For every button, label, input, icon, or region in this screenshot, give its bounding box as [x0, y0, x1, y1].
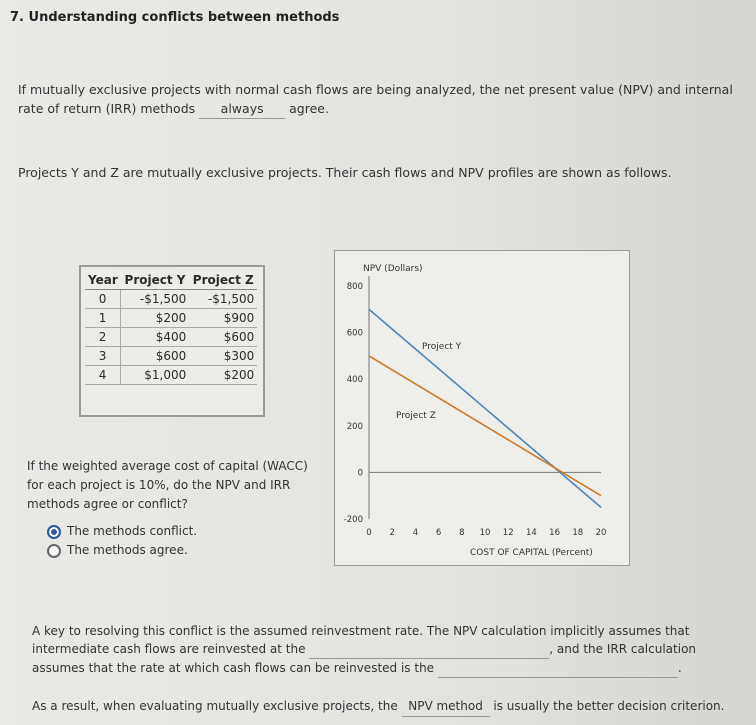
y-tick-label: 0: [357, 468, 363, 479]
y-tick-label: 400: [346, 375, 363, 386]
x-tick-label: 20: [595, 528, 607, 538]
y-axis-label: NPV (Dollars): [363, 264, 423, 274]
intro-line-2: rate of return (IRR) methods always agree.: [18, 99, 738, 119]
table-row: 4 $1,000 $200: [85, 366, 257, 385]
npv-profile-chart: [334, 250, 630, 566]
series-line-project-y: [369, 309, 601, 507]
series-line-project-z: [369, 356, 601, 496]
intro-paragraph: [18, 80, 738, 119]
x-tick-label: 16: [549, 528, 561, 538]
conclusion-paragraph: A key to resolving this conflict is the assumed reinvestment rate. The NPV calculation implicitly assumes that intermediate cash flows are reinvested at the , and the IRR calculation assumes that the rate at which cash flows can be reinvested is the .: [32, 622, 732, 678]
conclusion-last-line: As a result, when evaluating mutually exclusive projects, the NPV method is usually the better decision criterion.: [32, 697, 724, 717]
projects-text: Projects Y and Z are mutually exclusive projects. Their cash flows and NPV profiles are shown as follows.: [18, 165, 672, 180]
option-agree-label: The methods agree.: [67, 543, 188, 557]
x-tick-label: 10: [479, 528, 491, 538]
x-tick-label: 8: [459, 528, 465, 538]
table-row: 0 -$1,500 -$1,500: [85, 290, 257, 309]
x-tick-label: 4: [412, 528, 419, 538]
intro-answer-dropdown[interactable]: always: [199, 99, 285, 119]
table-row: 2 $400 $600: [85, 328, 257, 347]
table-header-year: Year: [85, 271, 121, 290]
x-tick-label: 14: [525, 528, 537, 538]
radio-conflict[interactable]: [47, 525, 61, 539]
table-row: 1 $200 $900: [85, 309, 257, 328]
question-title: 7. Understanding conflicts between methods: [10, 10, 340, 25]
wacc-question: If the weighted average cost of capital (WACC) for each project is 10%, do the NPV and IRR methods agree or conflict?: [27, 459, 308, 511]
x-tick-label: 0: [366, 528, 372, 538]
x-tick-label: 2: [389, 528, 395, 538]
x-tick-label: 12: [502, 528, 514, 538]
npv-chart-svg: [335, 251, 629, 565]
cash-flow-table: [85, 271, 257, 385]
y-tick-label: -200: [343, 515, 363, 525]
radio-agree[interactable]: [47, 544, 61, 558]
y-tick-label: 800: [346, 282, 363, 292]
cash-flow-table-box: [79, 265, 265, 417]
y-tick-label: 200: [346, 421, 363, 432]
label-project-z: Project Z: [396, 411, 436, 421]
x-tick-label: 6: [435, 528, 442, 538]
reinvestment-npv-dropdown[interactable]: [309, 640, 549, 659]
reinvestment-irr-dropdown[interactable]: [438, 659, 678, 678]
y-tick-label: 600: [346, 328, 363, 339]
intro-line-1: If mutually exclusive projects with normal cash flows are being analyzed, the net present value (NPV) and internal: [18, 82, 733, 97]
x-tick-label: 18: [572, 528, 584, 538]
table-header-project-z: Project Z: [189, 271, 257, 290]
decision-criterion-dropdown[interactable]: NPV method: [402, 697, 490, 717]
table-row: 3 $600 $300: [85, 347, 257, 366]
label-project-y: Project Y: [422, 342, 462, 352]
x-axis-label: COST OF CAPITAL (Percent): [470, 548, 593, 558]
option-conflict-label: The methods conflict.: [67, 524, 198, 538]
table-header-project-y: Project Y: [121, 271, 190, 290]
